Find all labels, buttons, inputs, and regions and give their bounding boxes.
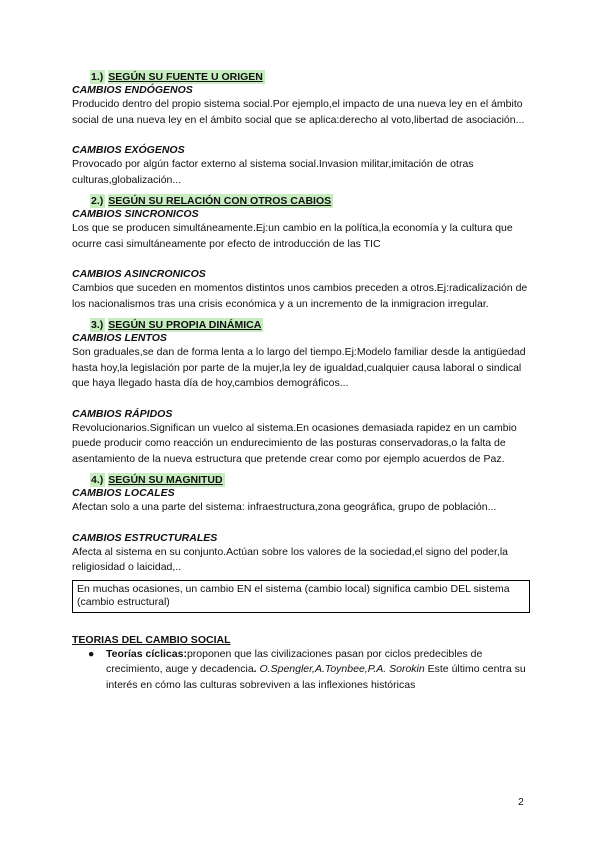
bullet-authors: O.Spengler,A.Toynbee,P.A. Sorokin — [259, 663, 425, 675]
subheading-sincronicos: CAMBIOS SINCRONICOS — [72, 208, 199, 220]
note-box: En muchas ocasiones, un cambio EN el sistema (cambio local) significa cambio DEL sistema (cambio estructural) — [72, 580, 530, 613]
section-3-heading — [90, 318, 530, 332]
subheading-estructurales: CAMBIOS ESTRUCTURALES — [72, 531, 218, 544]
paragraph-lentos: Son graduales,se dan de forma lenta a lo largo del tiempo.Ej:Modelo familiar desde la antigüedad hasta hoy,la legislación por parte de la mujer,la ley de igualdad,cualquier causa laboral o sindical que haya llegado hasta día de hoy,cambios demográficos... — [72, 346, 526, 389]
page-number: 2 — [518, 796, 524, 808]
bullet-text — [106, 647, 530, 694]
paragraph-estructurales: Afecta al sistema en su conjunto.Actúan sobre los valores de la sociedad,el signo del poder,la religiosidad o laicidad,.. — [72, 545, 509, 573]
section-number: 4.) — [91, 474, 104, 486]
paragraph-endogenos: Producido dentro del propio sistema social.Por ejemplo,el impacto de una nueva ley en el ámbito social de una nueva ley en el ámbito social que se aplica:derecho al voto,libertad de asociación... — [72, 98, 525, 126]
bullet-period: . — [253, 663, 257, 675]
subheading-rapidos: CAMBIOS RÁPIDOS — [72, 407, 173, 420]
section-number: 1.) — [91, 71, 104, 83]
list-item — [88, 647, 530, 694]
section-number: 2.) — [91, 195, 104, 207]
theories-heading: TEORIAS DEL CAMBIO SOCIAL — [72, 633, 231, 646]
document-page — [72, 70, 530, 693]
subheading-asincronicos: CAMBIOS ASINCRONICOS — [72, 268, 206, 280]
subheading-locales: CAMBIOS LOCALES — [72, 487, 175, 499]
section-4-heading — [90, 473, 530, 487]
bullet-label: Teorías cíclicas: — [106, 647, 187, 660]
paragraph-rapidos: Revolucionarios.Significan un vuelco al sistema.En ocasiones demasiada rapidez en un cambio puede producir como reacción un endurecimiento de las posturas conservadoras,o la falta de asentamiento de la nueva estructura que pretende crear como por ejemplo acuerdos de Paz. — [72, 421, 517, 465]
subheading-lentos: CAMBIOS LENTOS — [72, 332, 167, 344]
subheading-exogenos: CAMBIOS EXÓGENOS — [72, 144, 185, 156]
paragraph-locales: Afectan solo a una parte del sistema: infraestructura,zona geográfica, grupo de población... — [72, 501, 497, 513]
section-1-heading — [90, 70, 530, 84]
section-2-heading — [90, 194, 530, 208]
paragraph-sincronicos: Los que se producen simultáneamente.Ej:un cambio en la política,la economía y la cultura que ocurre casi simultáneamente por efecto de introducción de las TIC — [72, 222, 513, 250]
bullet-icon: ● — [88, 647, 95, 660]
section-title: SEGÚN SU PROPIA DINÁMICA — [108, 319, 262, 331]
bullet-body-2: Este último centra su interés en cómo las culturas sobreviven a las inflexiones históricas — [106, 663, 526, 691]
section-title: SEGÚN SU MAGNITUD — [108, 474, 223, 486]
section-title: SEGÚN SU FUENTE U ORIGEN — [108, 71, 263, 83]
bullet-body: proponen que las civilizaciones pasan por ciclos predecibles de crecimiento, auge y decadencia — [106, 647, 483, 675]
paragraph-asincronicos: Cambios que suceden en momentos distintos unos cambios preceden a otros.Ej:radicalización de los nacionalismos tras una crisis económica y a un incremento de la inmigracion irregular. — [72, 282, 528, 310]
subheading-endogenos: CAMBIOS ENDÓGENOS — [72, 84, 193, 96]
section-number: 3.) — [91, 319, 104, 331]
paragraph-exogenos: Provocado por algún factor externo al sistema social.Invasion militar,imitación de otras culturas,globalización... — [72, 158, 474, 186]
section-title: SEGÚN SU RELACIÓN CON OTROS CABIOS — [108, 195, 332, 207]
